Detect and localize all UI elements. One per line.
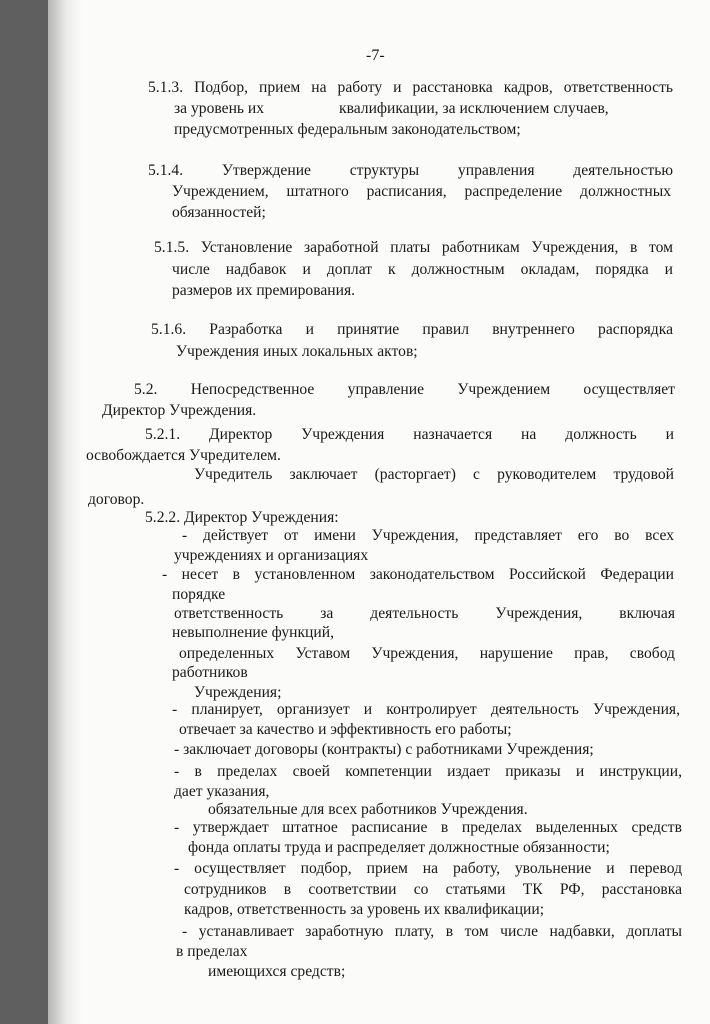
text-line: - действует от имени Учреждения, представляет его во всех — [182, 527, 674, 544]
text-line: 5.1.5. Установление заработной платы работникам Учреждения, в том — [154, 239, 673, 256]
text-line: размеров их премирования. — [172, 282, 356, 299]
text-line: - заключает договоры (контракты) с работниками Учреждения; — [174, 741, 594, 758]
text-line: - устанавливает заработную плату, в том числе надбавки, доплаты — [182, 923, 682, 940]
text-line: определенных Уставом Учреждения, нарушение прав, свобод — [179, 645, 675, 662]
text-line: имеющихся средств; — [208, 963, 346, 980]
text-line: предусмотренных федеральным законодательством; — [174, 121, 521, 138]
text-line: Учреждения иных локальных актов; — [176, 343, 418, 360]
text-line: - осуществляет подбор, прием на работу, увольнение и перевод — [174, 860, 682, 877]
page-number: -7- — [366, 47, 385, 64]
text-line: освобождается Учредителем. — [86, 447, 281, 464]
text-line: 5.2.2. Директор Учреждения: — [145, 509, 339, 526]
text-line: обязанностей; — [172, 204, 266, 221]
text-line: кадров, ответственность за уровень их квалификации; — [184, 901, 545, 918]
text-line: Учредитель заключает (расторгает) с руководителем трудовой — [194, 466, 674, 483]
text-line: ответственность за деятельность Учреждения, включая — [174, 605, 675, 622]
text-line: - несет в установленном законодательством Российской Федерации — [162, 566, 674, 583]
text-line: работников — [172, 664, 248, 681]
text-line: обязательные для всех работников Учреждения. — [208, 801, 528, 818]
text-line: числе надбавок и доплат к должностным окладам, порядка и — [172, 261, 673, 278]
text-line: в пределах — [176, 943, 248, 960]
text-line: учреждениях и организациях — [174, 547, 369, 564]
text-line: квалификации, за исключением случаев, — [339, 100, 609, 117]
text-line: сотрудников в соответствии со статьями ТК РФ, расстановка — [184, 881, 682, 898]
text-line: Учреждением, штатного расписания, распределение должностных — [172, 183, 671, 200]
text-line: - в пределах своей компетенции издает приказы и инструкции, — [174, 763, 682, 780]
text-line: - планирует, организует и контролирует деятельность Учреждения, — [172, 701, 680, 718]
text-line: за уровень их — [174, 100, 265, 117]
text-line: договор. — [88, 491, 145, 508]
text-line: Директор Учреждения. — [102, 402, 257, 419]
text-line: порядке — [172, 586, 226, 603]
document-page — [48, 0, 710, 1024]
text-line: 5.1.6. Разработка и принятие правил внутреннего распорядка — [151, 321, 673, 338]
text-line: Учреждения; — [194, 684, 282, 701]
text-line: 5.1.4. Утверждение структуры управления деятельностью — [148, 162, 673, 179]
text-line: невыполнение функций, — [172, 624, 334, 641]
text-line: 5.2.1. Директор Учреждения назначается на должность и — [145, 426, 674, 443]
text-line: фонда оплаты труда и распределяет должностные обязанности; — [188, 839, 610, 856]
text-line: отвечает за качество и эффективность его работы; — [179, 721, 512, 738]
text-line: 5.1.3. Подбор, прием на работу и расстановка кадров, ответственность — [148, 79, 673, 96]
text-line: дает указания, — [174, 783, 270, 800]
text-line: 5.2. Непосредственное управление Учреждением осуществляет — [134, 381, 675, 398]
text-line: - утверждает штатное расписание в пределах выделенных средств — [174, 819, 682, 836]
